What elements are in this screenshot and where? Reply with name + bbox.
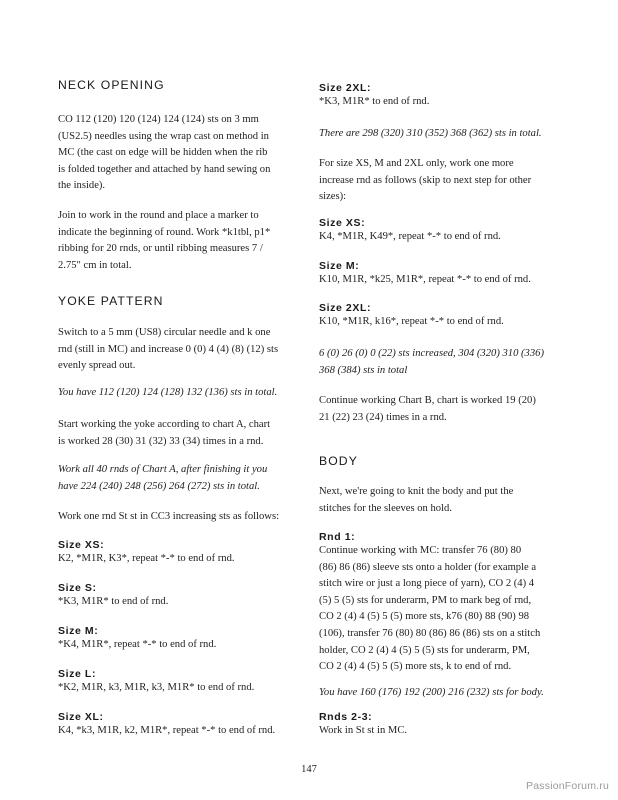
rnds-2-3-label: Rnds 2-3: xyxy=(319,711,373,723)
body-paragraph-1 xyxy=(319,484,513,517)
right-size-2xl-label: Size 2XL: xyxy=(319,302,372,314)
size-m-label: Size M: xyxy=(58,625,99,637)
size-s-text xyxy=(58,594,168,611)
right-size-m-text xyxy=(319,272,531,289)
text-line: K10, M1R, *k25, M1R*, repeat *-* to end of rnd. xyxy=(319,274,531,285)
text-line: CO 2 (4) 4 (5) 5 (5) more sts, k to end of rnd. xyxy=(319,661,512,673)
text-line: K2, *M1R, K3*, repeat *-* to end of rnd. xyxy=(58,553,235,564)
increase-summary-paragraph xyxy=(319,346,544,379)
text-line: the inside). xyxy=(58,180,106,192)
text-line: 6 (0) 26 (0) 0 (22) sts increased, 304 (320) 310 (336) xyxy=(319,348,544,359)
text-line: sizes): xyxy=(319,191,347,203)
size-xs-text xyxy=(58,551,235,568)
rnd-1-label: Rnd 1: xyxy=(319,531,356,543)
yoke-paragraph-4 xyxy=(58,462,267,495)
size-s-label: Size S: xyxy=(58,582,97,594)
yoke-pattern-heading: YOKE PATTERN xyxy=(58,294,164,308)
text-line: CO 2 (4) 4 (5) 5 (5) more sts, k76 (80) 88 (90) 98 xyxy=(319,611,530,623)
extra-increase-paragraph xyxy=(319,156,531,206)
size-l-label: Size L: xyxy=(58,668,97,680)
text-line: Join to work in the round and place a marker to xyxy=(58,210,259,221)
text-line: have 224 (240) 248 (256) 264 (272) sts in total. xyxy=(58,480,260,492)
total-stitches-paragraph xyxy=(319,126,542,143)
text-line: There are 298 (320) 310 (352) 368 (362) sts in total. xyxy=(319,128,542,139)
text-line: MC (the cast on edge will be hidden when the rib xyxy=(58,147,268,159)
text-line: stitches for the sleeves on hold. xyxy=(319,502,452,514)
text-line: *K2, M1R, k3, M1R, k3, M1R* to end of rnd. xyxy=(58,682,255,693)
text-line: 368 (384) sts in total xyxy=(319,364,408,376)
yoke-paragraph-5 xyxy=(58,509,279,526)
text-line: (5) 5 (5) sts for underarm, PM to mark beg of rnd, xyxy=(319,594,532,606)
text-line: Next, we're going to knit the body and put the xyxy=(319,486,514,497)
text-line: (86) 86 (86) sleeve sts onto a holder (for example a xyxy=(319,561,537,573)
text-line: Continue working with MC: transfer 76 (80) 80 xyxy=(319,545,522,556)
rnd-1-text xyxy=(319,543,540,676)
body-total-paragraph xyxy=(319,685,544,702)
text-line: holder, CO 2 (4) 4 (5) 5 (5) sts for underarm, PM, xyxy=(319,644,530,656)
right-size-xs-label: Size XS: xyxy=(319,217,366,229)
right-size-2xl-text xyxy=(319,314,504,331)
text-line: *K4, M1R*, repeat *-* to end of rnd. xyxy=(58,639,217,650)
rnds-2-3-text xyxy=(319,723,407,740)
text-line: increase rnd as follows (skip to next step for other xyxy=(319,174,532,186)
text-line: is worked 28 (30) 31 (32) 33 (34) times in a rnd. xyxy=(58,435,264,447)
size-xl-label: Size XL: xyxy=(58,711,104,723)
text-line: Work all 40 rnds of Chart A, after finishing it you xyxy=(58,464,268,475)
text-line: Switch to a 5 mm (US8) circular needle and k one xyxy=(58,327,271,338)
size-m-text xyxy=(58,637,216,654)
size-l-text xyxy=(58,680,254,697)
right-size-m-label: Size M: xyxy=(319,260,360,272)
text-line: For size XS, M and 2XL only, work one more xyxy=(319,158,514,169)
neck-opening-heading: NECK OPENING xyxy=(58,78,165,92)
text-line: *K3, M1R* to end of rnd. xyxy=(319,96,430,107)
neck-paragraph-1 xyxy=(58,112,270,195)
body-heading: BODY xyxy=(319,454,358,468)
size-xl-text xyxy=(58,723,275,740)
text-line: Start working the yoke according to chart A, chart xyxy=(58,419,271,430)
text-line: ribbing for 20 rnds, or until ribbing measures 7 / xyxy=(58,243,263,255)
size-2xl-text xyxy=(319,94,429,111)
text-line: You have 112 (120) 124 (128) 132 (136) sts in total. xyxy=(58,387,278,398)
neck-paragraph-2 xyxy=(58,208,270,274)
text-line: Work one rnd St st in CC3 increasing sts as follows: xyxy=(58,511,280,522)
text-line: 21 (22) 23 (24) times in a rnd. xyxy=(319,411,447,423)
chart-b-paragraph xyxy=(319,393,536,426)
text-line: K4, *k3, M1R, k2, M1R*, repeat *-* to end of rnd. xyxy=(58,725,276,736)
size-2xl-label: Size 2XL: xyxy=(319,82,372,94)
text-line: Work in St st in MC. xyxy=(319,725,408,736)
watermark: PassionForum.ru xyxy=(526,780,609,792)
text-line: 2.75" cm in total. xyxy=(58,259,132,271)
page-number: 147 xyxy=(301,764,317,775)
yoke-paragraph-2 xyxy=(58,385,277,402)
text-line: (106), transfer 76 (80) 80 (86) 86 (86) sts on a stitch xyxy=(319,627,541,639)
text-line: You have 160 (176) 192 (200) 216 (232) sts for body. xyxy=(319,687,544,698)
text-line: K10, *M1R, k16*, repeat *-* to end of rnd. xyxy=(319,316,504,327)
yoke-paragraph-3 xyxy=(58,417,270,450)
text-line: Continue working Chart B, chart is worked 19 (20) xyxy=(319,395,536,406)
yoke-paragraph-1 xyxy=(58,325,278,375)
text-line: evenly spread out. xyxy=(58,360,136,372)
text-line: stitch wire or just a long piece of yarn), CO 2 (4) 4 xyxy=(319,578,535,590)
text-line: K4, *M1R, K49*, repeat *-* to end of rnd. xyxy=(319,231,501,242)
text-line: indicate the beginning of round. Work *k1tbl, p1* xyxy=(58,226,271,238)
text-line: *K3, M1R* to end of rnd. xyxy=(58,596,169,607)
right-size-xs-text xyxy=(319,229,501,246)
text-line: rnd (still in MC) and increase 0 (0) 4 (4) (8) (12) sts xyxy=(58,343,279,355)
text-line: (US2.5) needles using the wrap cast on method in xyxy=(58,130,269,142)
text-line: is folded together and attached by hand sewing on xyxy=(58,163,271,175)
text-line: CO 112 (120) 120 (124) 124 (124) sts on 3 mm xyxy=(58,114,259,125)
size-xs-label: Size XS: xyxy=(58,539,105,551)
